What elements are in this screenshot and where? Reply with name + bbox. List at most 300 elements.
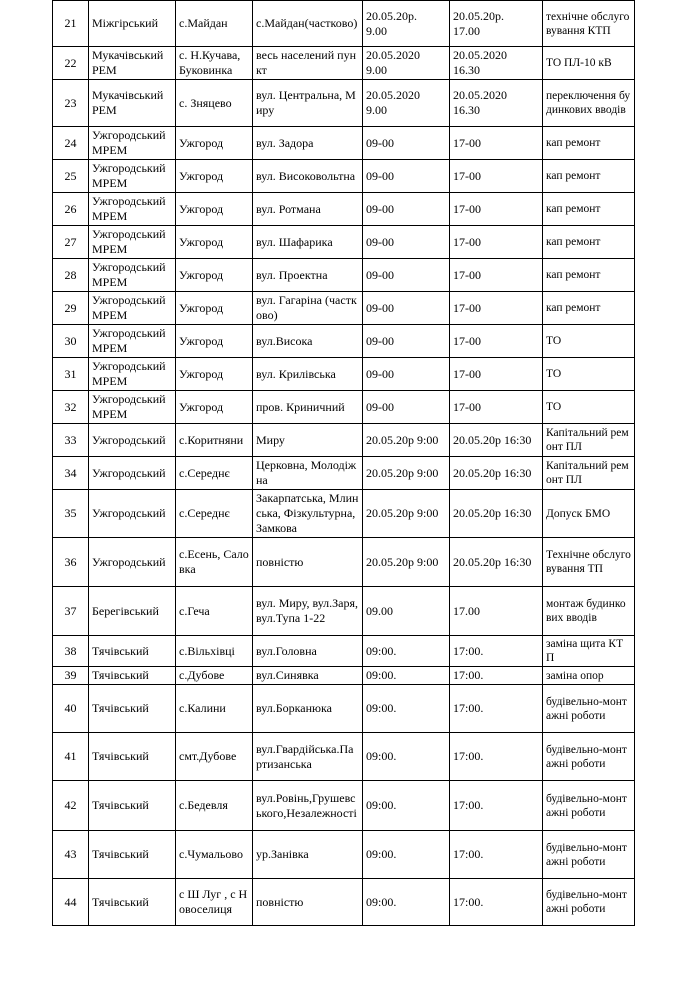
streets-cell [253, 325, 363, 358]
streets-cell [253, 457, 363, 490]
table-row [53, 667, 635, 685]
district-rem-cell [89, 80, 176, 127]
end-time-cell [450, 685, 543, 733]
streets: вул.Гвардійська.Партизанська [256, 741, 354, 771]
streets-cell [253, 685, 363, 733]
work-type: будівельно-монтажні роботи [546, 792, 627, 819]
district-rem-cell [89, 292, 176, 325]
district-rem-cell [89, 831, 176, 879]
settlement: с. Н.Кучава, Буковинка [179, 48, 241, 77]
district-rem-cell [89, 490, 176, 538]
row-number: 41 [64, 749, 77, 763]
start-time: 09-00 [366, 168, 394, 183]
end-time-cell [450, 358, 543, 391]
settlement-cell [176, 831, 253, 879]
end-time: 17.00 [453, 603, 480, 618]
row-number-cell [53, 490, 89, 538]
start-time-cell [363, 831, 450, 879]
district-rem: Тячівський [92, 701, 149, 715]
streets: вул. Крилівська [256, 366, 336, 381]
table-row [53, 490, 635, 538]
row-number-cell [53, 538, 89, 587]
start-time: 09.00 [366, 603, 393, 618]
settlement: с.Калини [179, 701, 226, 715]
table-row [53, 457, 635, 490]
work-type: будівельно-монтажні роботи [546, 841, 627, 868]
streets: с.Майдан(частково) [256, 16, 358, 30]
district-rem-cell [89, 358, 176, 391]
row-number-cell [53, 781, 89, 831]
settlement-cell [176, 358, 253, 391]
end-time-cell [450, 538, 543, 587]
work-type-cell [543, 259, 635, 292]
district-rem-cell [89, 325, 176, 358]
start-time: 09:00. [366, 798, 397, 812]
start-time-cell [363, 538, 450, 587]
settlement: с Ш Луг , с Новоселиця [179, 887, 248, 916]
streets-cell [253, 636, 363, 667]
work-type-cell [543, 47, 635, 80]
settlement: с.Геча [179, 603, 210, 618]
end-time-cell [450, 636, 543, 667]
settlement: Ужгород [179, 135, 224, 150]
streets: вул. Ротмана [256, 201, 321, 216]
district-rem-cell [89, 127, 176, 160]
settlement: Ужгород [179, 201, 224, 216]
work-type: будівельно-монтажні роботи [546, 743, 627, 770]
row-number: 33 [64, 432, 77, 447]
end-time-cell [450, 1, 543, 47]
start-time-cell [363, 457, 450, 490]
end-time-cell [450, 292, 543, 325]
settlement-cell [176, 667, 253, 685]
start-time: 09-00 [366, 135, 394, 150]
work-type-cell [543, 831, 635, 879]
settlement: с. Зняцево [179, 95, 232, 110]
start-time-cell [363, 424, 450, 457]
start-time-cell [363, 733, 450, 781]
streets: вул.Борканюка [256, 701, 332, 715]
work-type-cell [543, 325, 635, 358]
start-time: 09:00. [366, 894, 397, 909]
streets: вул. Гагаріна (частково) [256, 293, 357, 322]
end-time-cell [450, 259, 543, 292]
streets-cell [253, 831, 363, 879]
end-time: 20.05.20р. 17.00 [453, 8, 504, 38]
work-type-cell [543, 160, 635, 193]
end-time: 17:00. [453, 701, 484, 715]
start-time: 09:00. [366, 701, 397, 715]
district-rem: Ужгородський МРЕМ [92, 293, 166, 322]
start-time: 20.05.2020 9.00 [366, 88, 420, 117]
table-row [53, 80, 635, 127]
start-time-cell [363, 127, 450, 160]
row-number: 27 [64, 234, 77, 249]
table-row [53, 47, 635, 80]
district-rem: Тячівський [92, 847, 149, 861]
table-row [53, 587, 635, 636]
start-time-cell [363, 781, 450, 831]
row-number: 35 [64, 506, 77, 520]
work-type-cell [543, 667, 635, 685]
settlement: Ужгород [179, 333, 224, 348]
settlement-cell [176, 538, 253, 587]
table-row [53, 325, 635, 358]
district-rem-cell [89, 587, 176, 636]
streets-cell [253, 587, 363, 636]
work-type-cell [543, 879, 635, 926]
end-time-cell [450, 193, 543, 226]
district-rem-cell [89, 160, 176, 193]
streets: весь населений пункт [256, 48, 356, 77]
end-time: 17:00. [453, 643, 484, 658]
settlement-cell [176, 47, 253, 80]
district-rem-cell [89, 391, 176, 424]
streets: вул.Головна [256, 643, 317, 658]
end-time: 20.05.20р 16:30 [453, 554, 532, 569]
end-time: 17-00 [453, 168, 481, 183]
streets: вул. Задора [256, 135, 314, 150]
start-time: 09-00 [366, 234, 394, 249]
streets: вул. Миру, вул.Заря, вул.Тупа 1-22 [256, 596, 359, 625]
start-time: 20.05.20р 9:00 [366, 506, 439, 520]
table-row [53, 831, 635, 879]
settlement-cell [176, 160, 253, 193]
work-type-cell [543, 538, 635, 587]
district-rem: Ужгородський МРЕМ [92, 359, 166, 388]
row-number: 30 [64, 333, 77, 348]
table-row [53, 226, 635, 259]
row-number-cell [53, 325, 89, 358]
end-time: 17-00 [453, 267, 481, 282]
settlement: с.Бедевля [179, 798, 228, 812]
settlement: Ужгород [179, 300, 224, 315]
streets: вул. Центральна, Миру [256, 88, 356, 117]
row-number: 23 [64, 95, 77, 110]
end-time-cell [450, 733, 543, 781]
row-number-cell [53, 685, 89, 733]
district-rem: Тячівський [92, 668, 149, 682]
settlement: смт.Дубове [179, 749, 237, 763]
end-time-cell [450, 391, 543, 424]
start-time-cell [363, 879, 450, 926]
streets: вул.Синявка [256, 668, 319, 682]
start-time: 09-00 [366, 333, 394, 348]
row-number-cell [53, 226, 89, 259]
district-rem: Ужгородський МРЕМ [92, 392, 166, 421]
row-number-cell [53, 587, 89, 636]
table-row [53, 358, 635, 391]
end-time-cell [450, 47, 543, 80]
row-number: 25 [64, 168, 77, 183]
row-number: 31 [64, 366, 77, 381]
table-row [53, 259, 635, 292]
start-time: 09-00 [366, 201, 394, 216]
settlement: с.Середнє [179, 506, 230, 520]
end-time: 17-00 [453, 333, 481, 348]
district-rem: Ужгородський МРЕМ [92, 260, 166, 289]
end-time: 20.05.20р 16:30 [453, 506, 532, 520]
work-type-cell [543, 358, 635, 391]
end-time-cell [450, 667, 543, 685]
work-type-cell [543, 636, 635, 667]
streets: повністю [256, 894, 304, 909]
district-rem: Ужгородський [92, 432, 166, 447]
row-number: 29 [64, 300, 77, 315]
table-row [53, 879, 635, 926]
row-number: 42 [64, 798, 77, 812]
district-rem: Тячівський [92, 894, 149, 909]
settlement-cell [176, 733, 253, 781]
settlement-cell [176, 424, 253, 457]
streets: Церковна, Молодіжна [256, 458, 357, 487]
work-type-cell [543, 80, 635, 127]
streets: Миру [256, 432, 285, 447]
streets-cell [253, 259, 363, 292]
end-time-cell [450, 226, 543, 259]
district-rem-cell [89, 424, 176, 457]
settlement: Ужгород [179, 168, 224, 183]
settlement-cell [176, 636, 253, 667]
streets-cell [253, 781, 363, 831]
work-type: ТО [546, 401, 562, 413]
settlement-cell [176, 226, 253, 259]
district-rem: Ужгородський МРЕМ [92, 326, 166, 355]
streets-cell [253, 47, 363, 80]
end-time: 20.05.2020 16.30 [453, 48, 507, 77]
work-type: кап ремонт [546, 203, 601, 215]
work-type: ТО [546, 335, 562, 347]
start-time: 09:00. [366, 668, 397, 682]
table-row [53, 424, 635, 457]
work-type-cell [543, 391, 635, 424]
work-type-cell [543, 127, 635, 160]
start-time: 20.05.20р. 9.00 [366, 8, 417, 38]
row-number: 26 [64, 201, 77, 216]
start-time: 20.05.20р 9:00 [366, 554, 439, 569]
start-time-cell [363, 587, 450, 636]
settlement-cell [176, 1, 253, 47]
streets-cell [253, 424, 363, 457]
end-time-cell [450, 80, 543, 127]
settlement: с.Дубове [179, 668, 225, 682]
row-number-cell [53, 391, 89, 424]
table-row [53, 391, 635, 424]
outage-schedule-table [52, 0, 635, 926]
table-row [53, 160, 635, 193]
row-number-cell [53, 259, 89, 292]
streets: вул.Ровінь,Грушевського,Незалежності [256, 790, 357, 820]
table-row [53, 1, 635, 47]
row-number: 40 [64, 701, 77, 715]
settlement-cell [176, 879, 253, 926]
start-time-cell [363, 80, 450, 127]
end-time-cell [450, 490, 543, 538]
streets: ур.Занівка [256, 847, 309, 861]
settlement-cell [176, 587, 253, 636]
work-type: кап ремонт [546, 269, 601, 281]
end-time-cell [450, 831, 543, 879]
row-number: 32 [64, 399, 77, 414]
district-rem: Мукачівський РЕМ [92, 48, 164, 77]
district-rem-cell [89, 733, 176, 781]
district-rem-cell [89, 226, 176, 259]
table-body [53, 1, 635, 926]
start-time: 09-00 [366, 300, 394, 315]
streets: пров. Криничний [256, 399, 345, 414]
work-type-cell [543, 1, 635, 47]
row-number-cell [53, 358, 89, 391]
row-number: 36 [64, 554, 77, 569]
district-rem: Берегівський [92, 603, 159, 618]
start-time-cell [363, 490, 450, 538]
streets: вул.Висока [256, 333, 313, 348]
row-number-cell [53, 457, 89, 490]
row-number-cell [53, 1, 89, 47]
streets-cell [253, 292, 363, 325]
work-type: кап ремонт [546, 302, 601, 314]
end-time: 20.05.20р 16:30 [453, 465, 532, 480]
work-type: монтаж будинкових вводів [546, 598, 626, 624]
start-time-cell [363, 685, 450, 733]
district-rem: Ужгородський МРЕМ [92, 194, 166, 223]
end-time-cell [450, 587, 543, 636]
end-time: 17-00 [453, 234, 481, 249]
district-rem-cell [89, 667, 176, 685]
work-type: заміна опор [546, 669, 604, 682]
settlement: с.Есень, Саловка [179, 547, 249, 576]
row-number-cell [53, 160, 89, 193]
start-time-cell [363, 391, 450, 424]
end-time-cell [450, 879, 543, 926]
start-time: 20.05.20р 9:00 [366, 465, 439, 480]
row-number-cell [53, 667, 89, 685]
table-row [53, 292, 635, 325]
district-rem-cell [89, 1, 176, 47]
end-time-cell [450, 457, 543, 490]
work-type: заміна щита КТП [546, 638, 624, 664]
district-rem: Ужгородський [92, 506, 166, 520]
start-time: 09-00 [366, 399, 394, 414]
streets-cell [253, 667, 363, 685]
district-rem: Тячівський [92, 643, 149, 658]
work-type-cell [543, 226, 635, 259]
start-time-cell [363, 636, 450, 667]
end-time: 17:00. [453, 749, 484, 763]
start-time: 09:00. [366, 749, 397, 763]
work-type-cell [543, 193, 635, 226]
end-time: 17:00. [453, 847, 484, 861]
start-time-cell [363, 358, 450, 391]
end-time: 20.05.2020 16.30 [453, 88, 507, 117]
end-time: 17-00 [453, 300, 481, 315]
streets-cell [253, 391, 363, 424]
row-number: 43 [64, 847, 77, 861]
end-time: 17:00. [453, 894, 484, 909]
end-time: 17-00 [453, 366, 481, 381]
work-type: технічне обслуговування КТП [546, 10, 630, 37]
settlement: с.Вільхівці [179, 643, 235, 658]
work-type-cell [543, 490, 635, 538]
district-rem: Ужгородський МРЕМ [92, 128, 166, 157]
end-time-cell [450, 781, 543, 831]
start-time-cell [363, 160, 450, 193]
start-time: 09-00 [366, 366, 394, 381]
start-time: 20.05.20р 9:00 [366, 432, 439, 447]
row-number: 22 [64, 55, 77, 70]
streets-cell [253, 733, 363, 781]
work-type-cell [543, 457, 635, 490]
work-type-cell [543, 733, 635, 781]
start-time-cell [363, 47, 450, 80]
district-rem-cell [89, 259, 176, 292]
table-row [53, 733, 635, 781]
settlement-cell [176, 490, 253, 538]
settlement: с.Майдан [179, 16, 228, 30]
start-time-cell [363, 667, 450, 685]
work-type-cell [543, 292, 635, 325]
start-time-cell [363, 1, 450, 47]
start-time: 09-00 [366, 267, 394, 282]
start-time-cell [363, 325, 450, 358]
row-number-cell [53, 292, 89, 325]
row-number-cell [53, 831, 89, 879]
end-time: 17-00 [453, 399, 481, 414]
row-number: 21 [64, 16, 77, 30]
end-time-cell [450, 160, 543, 193]
settlement: Ужгород [179, 234, 224, 249]
settlement-cell [176, 259, 253, 292]
start-time: 09:00. [366, 643, 397, 658]
district-rem-cell [89, 685, 176, 733]
work-type: будівельно-монтажні роботи [546, 889, 627, 915]
row-number-cell [53, 80, 89, 127]
settlement-cell [176, 80, 253, 127]
end-time: 17:00. [453, 798, 484, 812]
row-number: 44 [64, 894, 77, 909]
district-rem: Ужгородський [92, 465, 166, 480]
district-rem: Тячівський [92, 798, 149, 812]
row-number-cell [53, 47, 89, 80]
work-type: переключення будинкових вводів [546, 90, 631, 116]
district-rem: Мукачівський РЕМ [92, 88, 164, 117]
streets-cell [253, 1, 363, 47]
row-number: 38 [64, 643, 77, 658]
district-rem-cell [89, 781, 176, 831]
settlement: с.Чумальово [179, 847, 243, 861]
row-number-cell [53, 424, 89, 457]
district-rem: Тячівський [92, 749, 149, 763]
start-time-cell [363, 226, 450, 259]
district-rem: Ужгородський МРЕМ [92, 227, 166, 256]
work-type-cell [543, 587, 635, 636]
work-type-cell [543, 424, 635, 457]
table-row [53, 781, 635, 831]
settlement-cell [176, 781, 253, 831]
district-rem: Ужгородський [92, 554, 166, 569]
district-rem-cell [89, 193, 176, 226]
district-rem-cell [89, 47, 176, 80]
start-time: 09:00. [366, 847, 397, 861]
district-rem-cell [89, 636, 176, 667]
table-row [53, 636, 635, 667]
row-number-cell [53, 733, 89, 781]
settlement: Ужгород [179, 399, 224, 414]
work-type: будівельно-монтажні роботи [546, 695, 627, 722]
settlement: с.Середнє [179, 465, 230, 480]
table-row [53, 193, 635, 226]
row-number-cell [53, 879, 89, 926]
